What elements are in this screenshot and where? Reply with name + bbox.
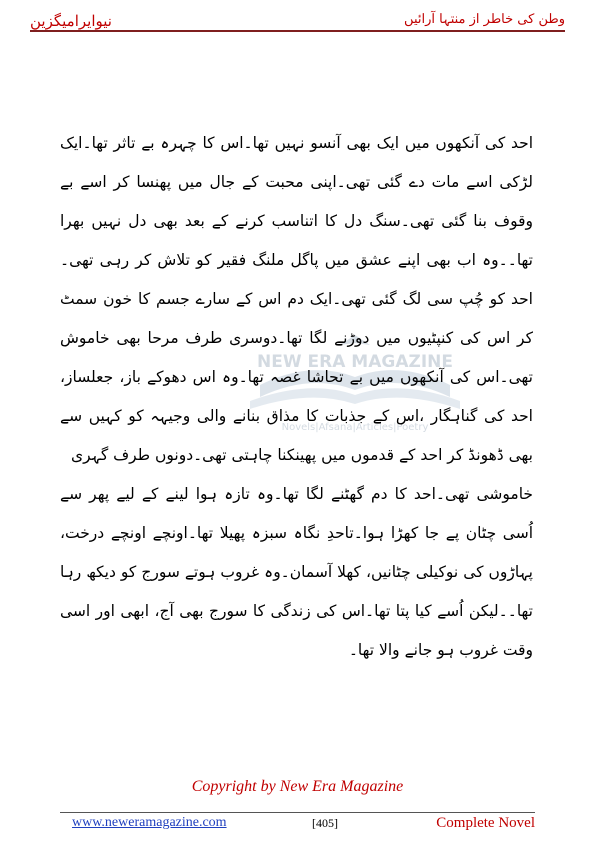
website-link[interactable]: www.neweramagazine.com [72,815,227,830]
header-divider [30,30,565,32]
magazine-name: نیوایرامیگزین [30,12,112,30]
watermark-brand: NEW ERA MAGAZINE [257,352,453,372]
paragraph-2: خاموشی تھی۔احد کا دم گھٹنے لگا تھا۔وہ تازہ ہوا لینے کے لیے پھر سے اُسی چٹان پے جا کھڑا ہوا۔تاحدِ نگاہ سبزہ پھیلا تھا۔اونچے اونچے درخت، پہاڑوں کی نوکیلی چٹانیں، کھلا آسمان۔وہ غروب ہوتے سورج کو دیکھ رہا تھا۔۔لیکن اُسے کیا پتا تھا۔اس کی زندگی کا سورج بھی آج، ابھی اور اسی وقت غروب ہو جانے والا تھا۔ [60,485,533,659]
page-footer [60,815,535,837]
footer-divider [60,812,535,813]
paragraph-1: احد کی آنکھوں میں ایک بھی آنسو نہیں تھا۔اس کا چہرہ بے تاثر تھا۔ایک لڑکی اسے مات دے گئی تھی۔اپنی محبت کے جال میں پھنسا کر اسے بے وقوف بنا گئی تھی۔سنگ دل کا اتناسب کرنے کے بعد بھی دل نہیں بھرا تھا۔۔وہ اب بھی اپنے عشق میں پاگل ملنگ فقیر کو تلاش کر رہی تھی۔احد کو چُپ سی لگ گئی تھی۔ایک دم اس کے سارے جسم کا خون سمٹ کر اس کی کنپٹیوں میں دوڑنے لگا تھا۔دوسری طرف مرحا بھی خاموش تھی۔اس کی آنکھوں میں بے تحاشا غصہ تھا۔وہ اس دھوکے باز، جعلساز، احد کی گناہگار ،اس کے جذبات کا مذاق بنانے والی وجیہہ کو کہیں سے بھی ڈھونڈ کر احد کے قدموں میں پھینکنا چاہتی تھی۔دونوں طرف گہری [60,134,533,464]
page-number: [405] [312,816,338,830]
watermark-tagline: Novels|Afsana|Articles|Poetry [281,422,429,433]
novel-type-label: Complete Novel [436,815,535,831]
copyright-notice: Copyright by New Era Magazine [191,778,404,795]
novel-body [60,124,533,670]
novel-title: وطن کی خاطر از منتہا آرائیں [404,12,565,27]
